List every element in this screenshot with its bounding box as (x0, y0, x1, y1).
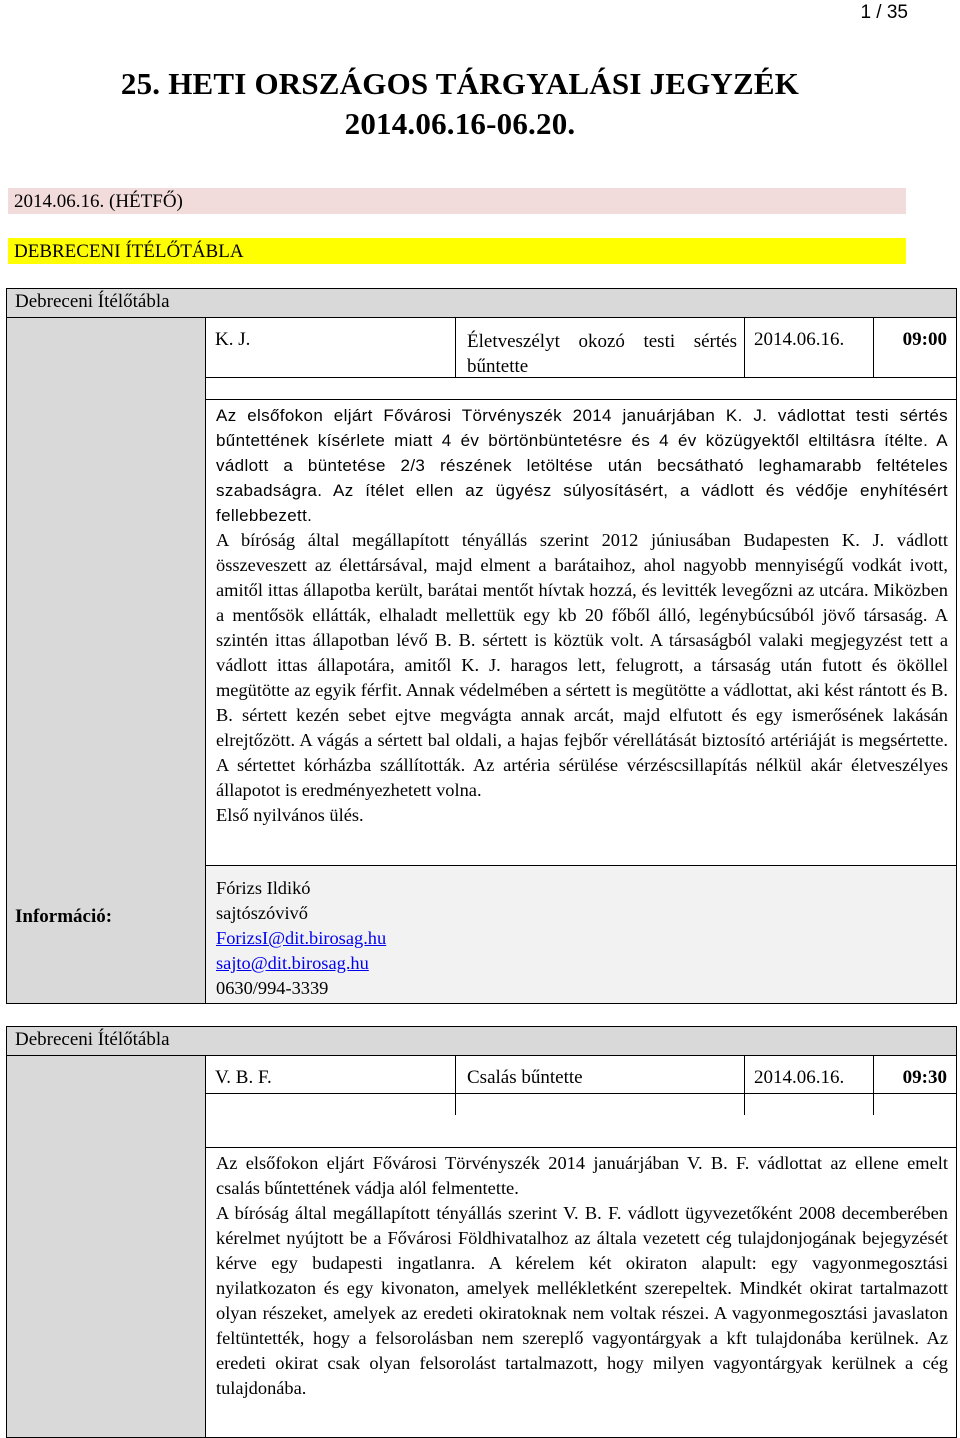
case-side-column (7, 318, 205, 1003)
charge: Csalás bűntette (467, 1067, 583, 1088)
case-side-column (7, 1056, 205, 1437)
case-court-header: Debreceni Ítélőtábla (7, 1027, 956, 1055)
defendant-name: K. J. (215, 329, 251, 350)
contact-phone: 0630/994-3339 (216, 978, 329, 998)
case-table-2 (6, 1026, 957, 1438)
charge: Életveszélyt okozó testi sértés bűntette (467, 331, 737, 377)
facts: A bíróság által megállapított tényállás szerint V. B. F. vádlott ügyvezetőként 2008 decemberében kérelmet nyújtott be a Fővárosi Földhivatalhoz az általa vezetett cég tulajdonjogának bejegyzését kérve egy budapesti ingatlanra. A kérelem két okiraton alapult: egy vagyonmegosztási nyilatkozaton és egy kivonaton, amelyek mellékletként szerepeltek. Mindkét okirat tartalmazott olyan részeket, amelyek az eredeti okiratoknak nem voltak részei. A vagyonmegosztási javaslaton feltüntették, hogy a felsorolásban nem szereplő vagyontárgyak a kft tulajdonába kerülnek. Az eredeti okirat csak olyan felsorolást tartalmazott, hogy milyen vagyontárgyak kerülnek a cég tulajdonába. (216, 1203, 948, 1398)
case-table-1 (6, 288, 957, 1004)
hearing-date: 2014.06.16. (754, 329, 845, 350)
press-email-link[interactable]: sajto@dit.birosag.hu (216, 953, 369, 973)
case-description (216, 403, 948, 828)
document-date-range: 2014.06.16-06.20. (344, 106, 576, 141)
case-description (216, 1151, 948, 1401)
hearing-time: 09:00 (902, 329, 947, 350)
day-heading: 2014.06.16. (HÉTFŐ) (8, 188, 906, 214)
info-label: Információ: (15, 906, 113, 927)
case-court-header: Debreceni Ítélőtábla (7, 289, 956, 317)
document-title: 25. HETI ORSZÁGOS TÁRGYALÁSI JEGYZÉK (120, 66, 800, 101)
press-contact (206, 866, 956, 1003)
hearing-date: 2014.06.16. (754, 1067, 845, 1088)
contact-role: sajtószóvivő (216, 903, 308, 923)
defendant-name: V. B. F. (215, 1067, 272, 1088)
hearing-time: 09:30 (902, 1067, 947, 1088)
court-heading: DEBRECENI ÍTÉLŐTÁBLA (8, 238, 906, 264)
contact-email-link[interactable]: ForizsI@dit.birosag.hu (216, 928, 387, 948)
judgment-summary: Az elsőfokon eljárt Fővárosi Törvényszék 2014 januárjában K. J. vádlottat testi sértés bűntettének kísérlete miatt 4 év börtönbüntetésre és 4 év közügyektől eltiltásra ítélte. A vádlott a büntetése 2/3 részének letöltése után becsátható leghamarabb feltételes szabadságra. Az ítélet ellen az ügyész súlyosításért, a vádlott és védője enyhítésért fellebbezett. (216, 406, 948, 525)
contact-name: Fórizs Ildikó (216, 878, 311, 898)
facts: A bíróság által megállapított tényállás szerint 2012 júniusában Budapesten K. J. vádlott összeveszett az élettársával, majd elment a barátaihoz, ahol nagyobb mennyiségű vodkát ivott, amitől ittas állapotba került, barátai mentőt hívtak hozzá, és levitték levegőzni az utcára. Miközben a mentősök ellátták, elhaladt mellettük egy kb 20 főből álló, legénybúcsúból jövő társaság. A szintén ittas állapotban lévő B. B. sértett is köztük volt. A társaságból valaki megjegyzést tett a vádlott ittas állapotára, amitől K. J. haragos lett, felugrott, a társaság után futott és ököllel megütötte az egyik férfit. Annak védelmében a sértett is megütötte a vádlottat, aki kést rántott és B. B. sértett kezén sebet ejtve megvágta annak arcát, majd elfutott és egy ismerősének lakásán elrejtőzött. A vágás a sértett bal oldali, a hajas fejbőr vérellátását biztosító artériáját is megsértette. A sértettet kórházba szállították. Az artéria sérülése vérzéscsillapítás nélkül akár életveszélyes állapotot is eredményezhetett volna. (216, 530, 948, 800)
judgment-summary: Az elsőfokon eljárt Fővárosi Törvényszék 2014 januárjában V. B. F. vádlottat az ellene emelt csalás bűntettének vádja alól felmentette. (216, 1153, 948, 1198)
page-number: 1 / 35 (860, 2, 908, 23)
hearing-type: Első nyilvános ülés. (216, 805, 364, 825)
